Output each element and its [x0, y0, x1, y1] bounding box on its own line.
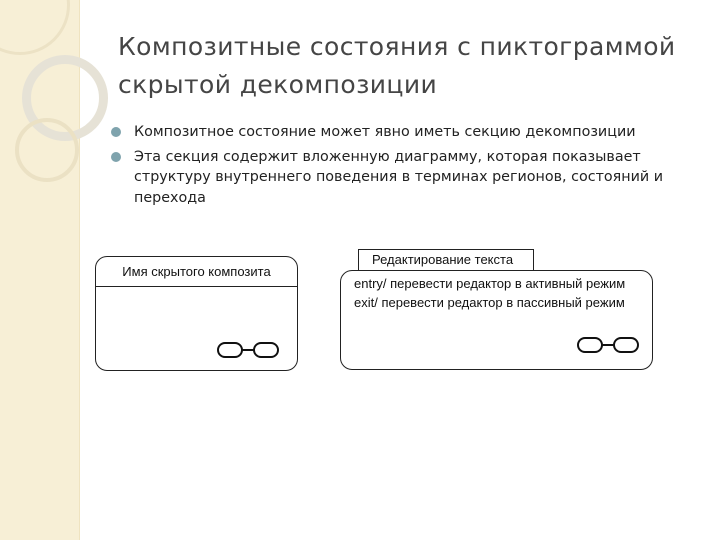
bullet-text: Композитное состояние может явно иметь секцию декомпозиции [134, 124, 636, 140]
slide-title: Композитные состояния с пиктограммой скрытой декомпозиции [118, 32, 676, 99]
bullet-list [106, 122, 711, 212]
decomposition-icon [577, 334, 641, 356]
bullet-text: Эта секция содержит вложенную диаграмму, которая показывает структуру внутреннего поведения в терминах регионов, состояний и перехода [134, 148, 664, 206]
edit-text-state [340, 270, 653, 370]
internal-actions [354, 274, 625, 312]
state-name-tab: Редактирование текста [358, 249, 534, 271]
exit-action: exit/ перевести редактор в пассивный режим [354, 295, 625, 310]
state-name: Имя скрытого композита [122, 264, 271, 279]
bullet-item [106, 122, 711, 143]
hidden-composite-state [95, 256, 298, 371]
bullet-dot-icon [111, 127, 121, 137]
bullet-dot-icon [111, 152, 121, 162]
bullet-item [106, 147, 711, 209]
decomposition-icon [217, 339, 281, 361]
entry-action: entry/ перевести редактор в активный режим [354, 276, 626, 291]
state-divider [96, 286, 297, 287]
decorative-ring [15, 118, 79, 182]
